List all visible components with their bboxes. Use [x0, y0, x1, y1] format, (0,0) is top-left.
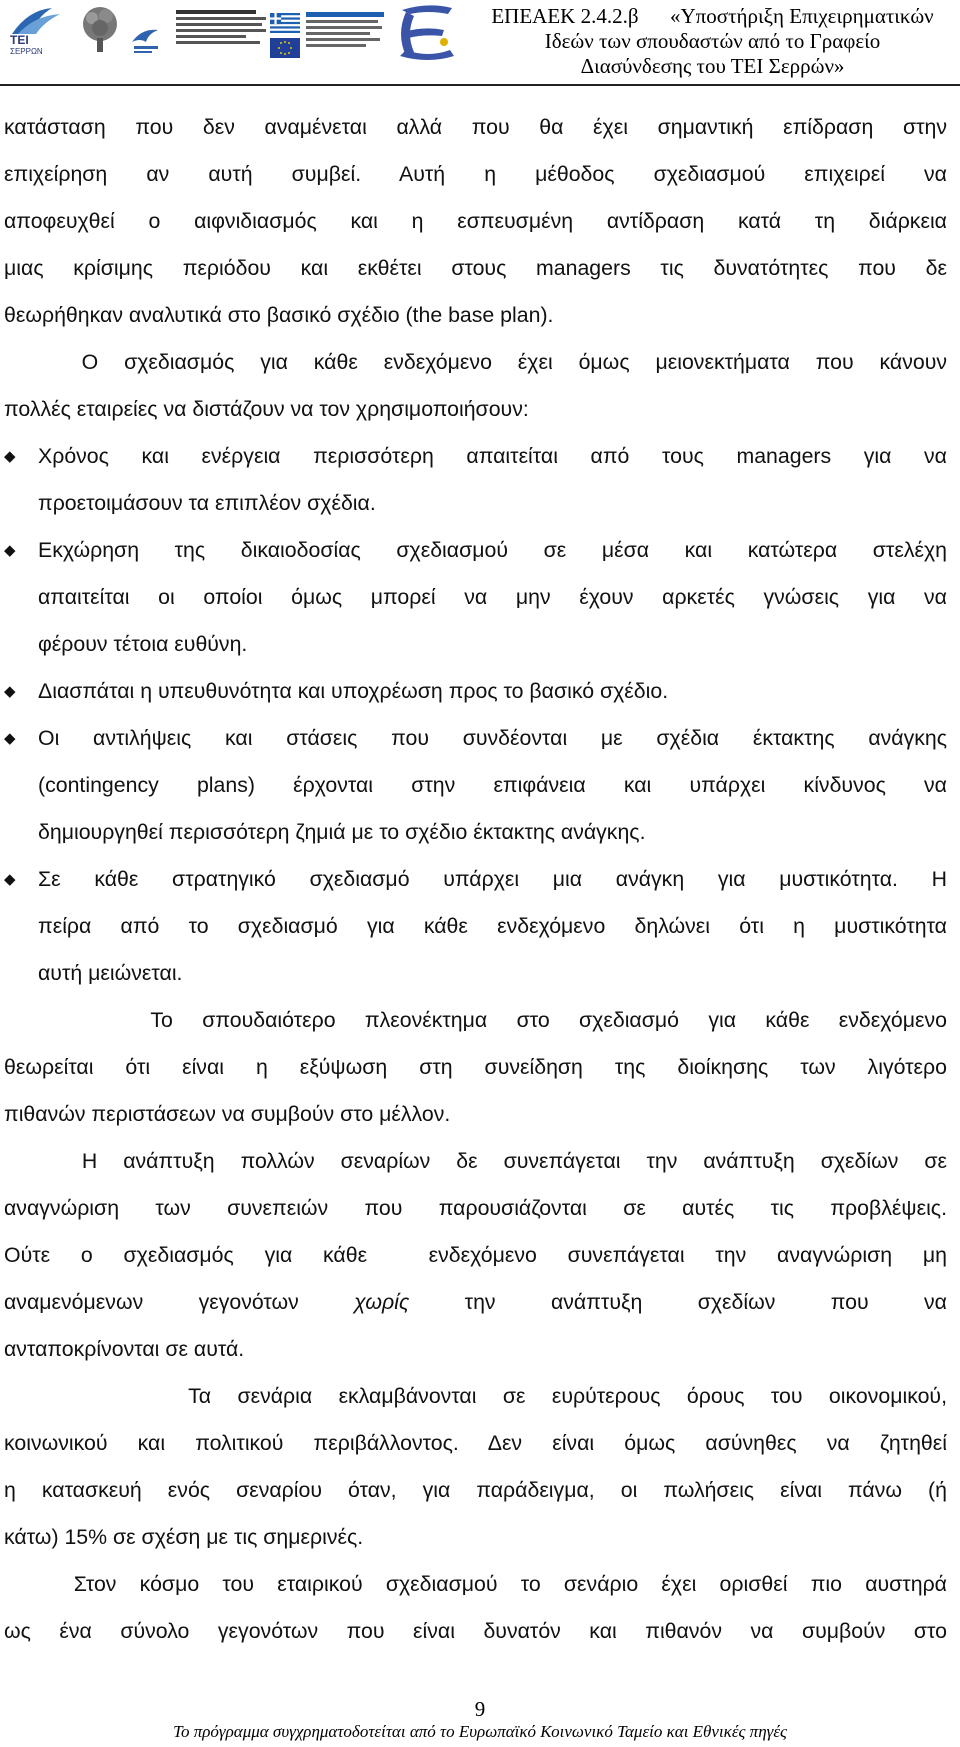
svg-text:ΣΕΡΡΩΝ: ΣΕΡΡΩΝ [10, 47, 43, 56]
text-line: θεωρείται ότι είναι η εξύψωση στη συνείδηση της διοίκησης των λιγότερο [4, 1055, 947, 1079]
text-line: Ούτε ο σχεδιασμός για κάθε ενδεχόμενο συνεπάγεται την αναγνώριση μη [4, 1243, 947, 1267]
footer-funding-note: Το πρόγραμμα συγχρηματοδοτείται από το Ευρωπαϊκό Κοινωνικό Ταμείο και Εθνικές πηγές [173, 1722, 787, 1741]
header-title-line: ΕΠΕΑΕΚ 2.4.2.β «Υποστήριξη Επιχειρηματικών [491, 4, 934, 28]
text-segment: την ανάπτυξη σχεδίων που να [409, 1290, 947, 1314]
italic-word: χωρίς [354, 1290, 410, 1314]
text-line: Η ανάπτυξη πολλών σεναρίων δε συνεπάγεται την ανάπτυξη σχεδίων σε [4, 1149, 947, 1173]
text-line: κοινωνικού και πολιτικού περιβάλλοντος. Δεν είναι όμως ασύνηθες να ζητηθεί [4, 1431, 947, 1455]
bullet-item [4, 715, 947, 856]
text-line: κάτω) 15% σε σχέση με τις σημερινές. [4, 1525, 364, 1549]
text-line: Σε κάθε στρατηγικό σχεδιασμό υπάρχει μια ανάγκη για μυστικότητα. Η [38, 867, 947, 891]
header-divider [0, 84, 960, 86]
eu-flag [270, 38, 300, 58]
bullet-item [4, 433, 947, 527]
bullet-item [4, 668, 947, 715]
text-segment: αναμενόμενων γεγονότων [4, 1290, 355, 1314]
diamond-bullet-icon: ◆ [4, 447, 16, 465]
text-line: προετοιμάσουν τα επιπλέον σχέδια. [38, 491, 376, 515]
document-body [4, 104, 947, 1655]
paragraph-3 [4, 997, 947, 1138]
ministry-logo [176, 10, 268, 58]
diamond-bullet-icon: ◆ [4, 729, 16, 747]
text-line: πείρα από το σχεδιασμό για κάθε ενδεχόμενο δηλώνει ότι η μυστικότητα [38, 914, 947, 938]
paragraph-1 [4, 104, 947, 339]
text-line: πιθανών περιστάσεων να συμβούν στο μέλλον. [4, 1102, 451, 1126]
paragraph-2 [4, 339, 947, 433]
bullet-item [4, 527, 947, 668]
bullet-item [4, 856, 947, 997]
text-line: Εκχώρηση της δικαιοδοσίας σχεδιασμού σε μέσα και κατώτερα στελέχη [38, 538, 947, 562]
text-line: απαιτείται οι οποίοι όμως μπορεί να μην έχουν αρκετές γνώσεις για να [38, 585, 947, 609]
diamond-bullet-icon: ◆ [4, 541, 16, 559]
header-logos [8, 2, 463, 82]
epeaek-logo [388, 2, 460, 68]
tei-serron-logo [8, 4, 72, 56]
text-line: μιας κρίσιμης περιόδου και εκθέτει στους managers τις δυνατότητες που δε [4, 256, 947, 280]
text-line: θεωρήθηκαν αναλυτικά στο βασικό σχέδιο (the base plan). [4, 303, 554, 327]
header-title-line: Ιδεών των σπουδαστών από το Γραφείο [544, 29, 881, 53]
text-line: δημιουργηθεί περισσότερη ζημιά με το σχέδιο έκτακτης ανάγκης. [38, 820, 646, 844]
tree-emblem [76, 4, 124, 56]
text-line: Ο σχεδιασμός για κάθε ενδεχόμενο έχει όμως μειονεκτήματα που κάνουν [4, 350, 947, 374]
text-line: Στον κόσμο του εταιρικού σχεδιασμού το σενάριο έχει ορισθεί πιο αυστηρά [4, 1572, 947, 1596]
text-line: φέρουν τέτοια ευθύνη. [38, 632, 248, 656]
paragraph-6 [4, 1561, 947, 1655]
paragraph-5 [4, 1373, 947, 1561]
text-line: πολλές εταιρείες να διστάζουν να τον χρησιμοποιήσουν: [4, 397, 529, 421]
text-line: Χρόνος και ενέργεια περισσότερη απαιτείται από τους managers για να [38, 444, 947, 468]
text-line: Τα σενάρια εκλαμβάνονται σε ευρύτερους όρους του οικονομικού, [4, 1384, 947, 1408]
korifi-logo [306, 12, 386, 58]
text-line: Διασπάται η υπευθυνότητα και υποχρέωση προς το βασικό σχέδιο. [38, 679, 669, 703]
header-title [470, 4, 955, 79]
text-line-with-italic [4, 1279, 947, 1326]
header-title-line: Διασύνδεσης του ΤΕΙ Σερρών» [580, 54, 845, 78]
paragraph-4 [4, 1138, 947, 1373]
text-line: κατάσταση που δεν αναμένεται αλλά που θα έχει σημαντική επίδραση στην [4, 115, 947, 139]
greek-flag [270, 12, 300, 34]
text-line: ανταποκρίνονται σε αυτά. [4, 1337, 245, 1361]
text-line: (contingency plans) έρχονται στην επιφάνεια και υπάρχει κίνδυνος να [38, 773, 947, 797]
text-line: αυτή μειώνεται. [38, 961, 183, 985]
svg-text:TEI: TEI [10, 33, 29, 47]
text-line: Το σπουδαιότερο πλεονέκτημα στο σχεδιασμό για κάθε ενδεχόμενο [4, 1008, 947, 1032]
text-line: αναγνώριση των συνεπειών που παρουσιάζονται σε αυτές τις προβλέψεις. [4, 1196, 947, 1220]
diamond-bullet-icon: ◆ [4, 682, 16, 700]
text-line: αποφευχθεί ο αιφνιδιασμός και η εσπευσμένη αντίδραση κατά τη διάρκεια [4, 209, 947, 233]
text-line: η κατασκευή ενός σεναρίου όταν, για παράδειγμα, οι πωλήσεις είναι πάνω (ή [4, 1478, 947, 1502]
bird-logo [128, 20, 164, 56]
text-line: επιχείρηση αν αυτή συμβεί. Αυτή η μέθοδος σχεδιασμού επιχειρεί να [4, 162, 947, 186]
page-header [0, 0, 960, 90]
text-line: Οι αντιλήψεις και στάσεις που συνδέονται με σχέδια έκτακτης ανάγκης [38, 726, 947, 750]
text-line: ως ένα σύνολο γεγονότων που είναι δυνατόν και πιθανόν να συμβούν στο [4, 1619, 947, 1643]
diamond-bullet-icon: ◆ [4, 870, 16, 888]
page-number: 9 [474, 1697, 486, 1721]
